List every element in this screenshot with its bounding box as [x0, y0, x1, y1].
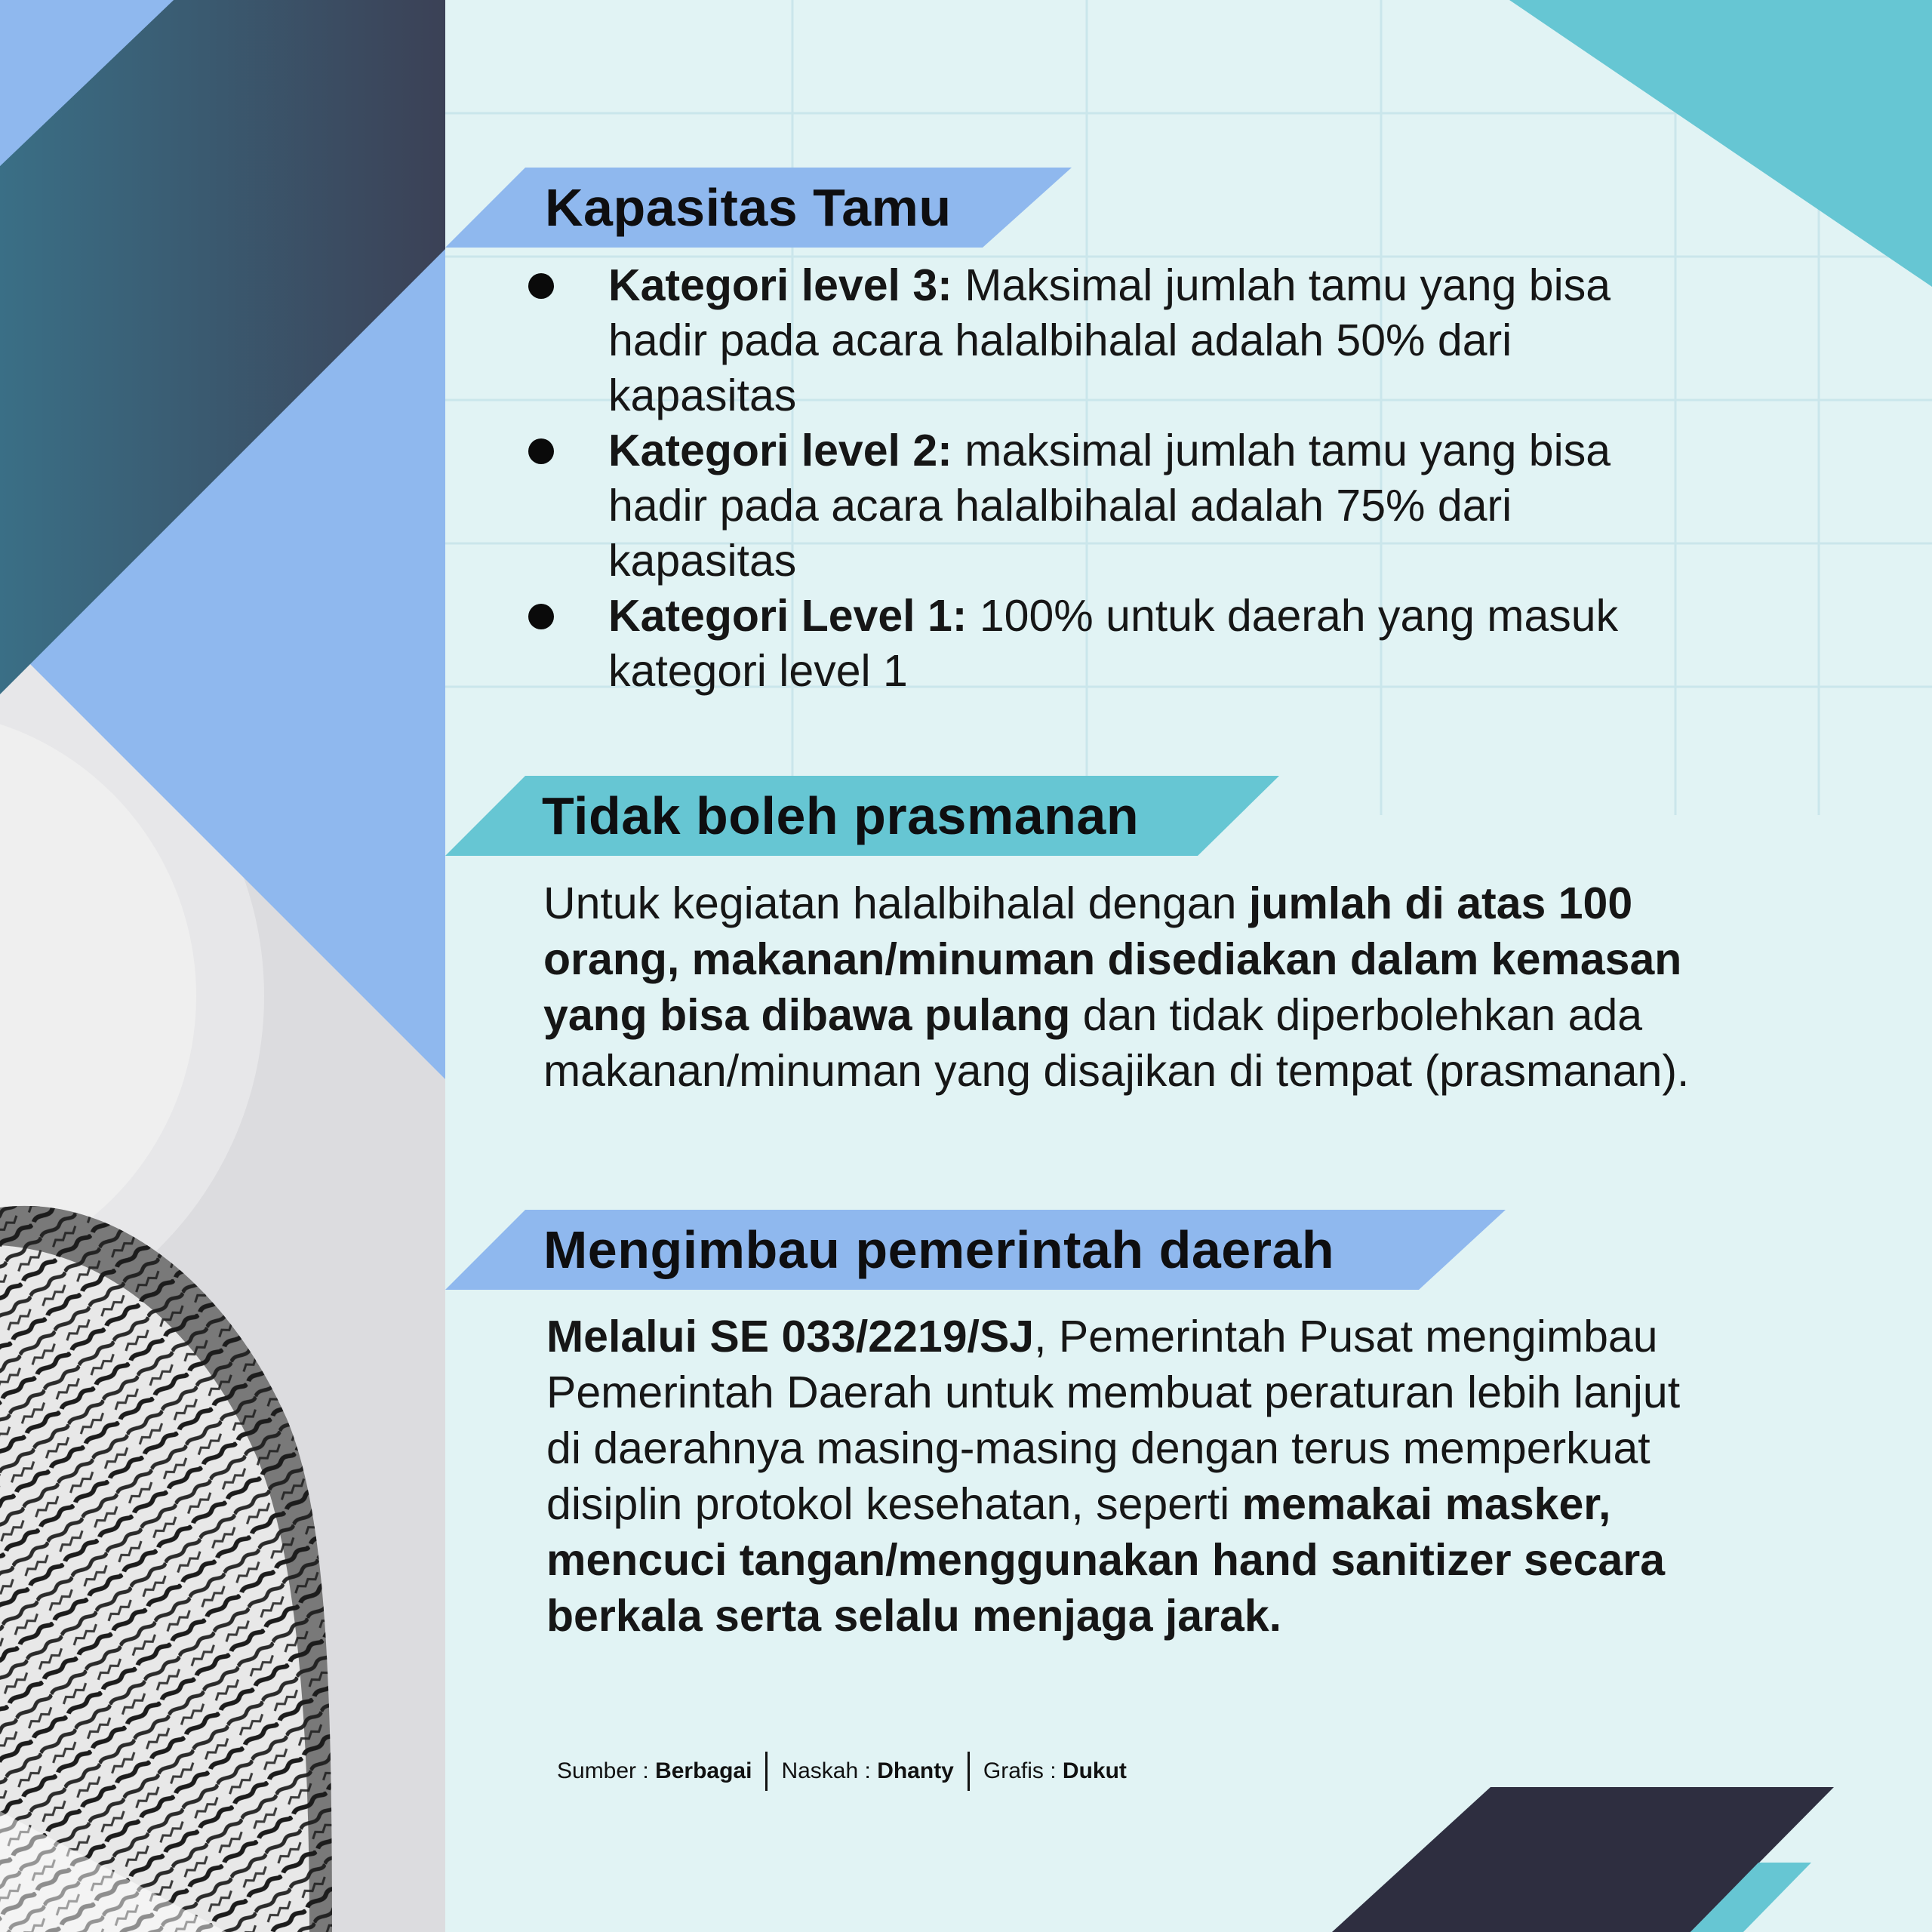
item-text: Maksimal jumlah tamu yang bisa hadir pada acara halalbihalal adalah 50% dari kapasitas [608, 260, 1611, 420]
body-text: dan tidak diperbolehkan ada makanan/minuman yang disajikan di tempat (prasmanan). [543, 990, 1690, 1096]
section-buffet-banner [445, 776, 1279, 856]
item-text: 100% untuk daerah yang masuk kategori level 1 [608, 591, 1619, 696]
section-capacity-title: Kapasitas Tamu [545, 178, 952, 237]
section-appeal-text [546, 1309, 1724, 1644]
corner-triangle-top-right [1509, 0, 1932, 287]
item-text: maksimal jumlah tamu yang bisa hadir pada acara halalbihalal adalah 75% dari kapasitas [608, 426, 1611, 586]
credit-script-value: Dhanty [877, 1758, 954, 1783]
bullet-icon [528, 273, 554, 299]
list-item [521, 589, 1698, 699]
credit-source-value: Berbagai [655, 1758, 752, 1783]
section-capacity-banner [445, 168, 1072, 248]
section-appeal-banner [445, 1210, 1506, 1290]
credits-bar [557, 1749, 1127, 1793]
item-label: Kategori Level 1: [608, 591, 968, 641]
credit-graphic-value: Dukut [1062, 1758, 1127, 1783]
body-text-bold: jumlah di atas 100 orang, makanan/minuman disediakan dalam kemasan yang bisa dibawa pulang [543, 878, 1682, 1040]
section-appeal-title: Mengimbau pemerintah daerah [543, 1220, 1335, 1279]
credit-source-label: Sumber : [557, 1758, 649, 1783]
credit-script-label: Naskah : [781, 1758, 871, 1783]
item-label: Kategori level 2: [608, 426, 952, 475]
body-text-bold: memakai masker, mencuci tangan/menggunakan hand sanitizer secara berkala serta selalu menjaga jarak. [546, 1479, 1666, 1641]
credit-graphic-label: Grafis : [983, 1758, 1057, 1783]
bullet-icon [528, 438, 554, 464]
divider [765, 1752, 768, 1791]
body-text: , Pemerintah Pusat mengimbau Pemerintah Daerah untuk membuat peraturan lebih lanjut di daerahnya masing-masing dengan terus memperkuat disiplin protokol kesehatan, seperti [546, 1312, 1681, 1529]
body-text: Untuk kegiatan halalbihalal dengan [543, 878, 1237, 928]
bullet-icon [528, 604, 554, 629]
capacity-list [521, 258, 1698, 699]
body-text-bold: Melalui SE 033/2219/SJ [546, 1312, 1035, 1361]
list-item [521, 258, 1698, 423]
section-buffet-title: Tidak boleh prasmanan [542, 786, 1140, 845]
list-item [521, 423, 1698, 589]
divider [968, 1752, 970, 1791]
item-label: Kategori level 3: [608, 260, 952, 310]
section-buffet-text [543, 875, 1721, 1099]
